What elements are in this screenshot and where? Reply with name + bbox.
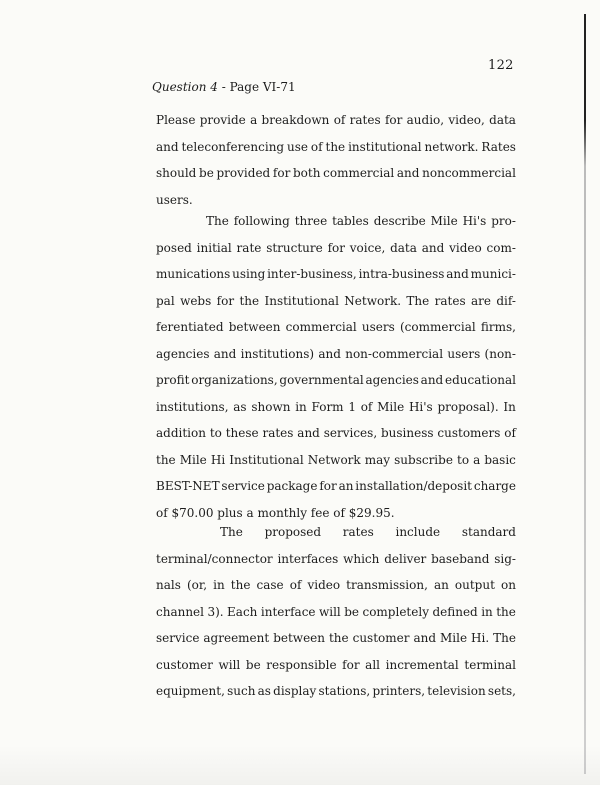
word: The [206, 214, 229, 228]
word: com- [486, 240, 516, 255]
word: 3). [207, 604, 224, 619]
text-line [156, 655, 516, 682]
scan-edge-line [584, 14, 586, 774]
word: basic [484, 452, 516, 467]
word: teleconferencing [181, 139, 285, 154]
word: users [361, 320, 395, 334]
word: in [295, 399, 307, 414]
word: pal [156, 293, 175, 308]
page-reference: - Page VI-71 [217, 80, 296, 94]
word: of [310, 139, 323, 154]
word: and [421, 240, 445, 255]
word: channel [156, 604, 204, 619]
word: be [344, 604, 360, 619]
word: The [406, 293, 430, 308]
word: munications [156, 267, 231, 281]
word: sig- [494, 551, 516, 566]
word: include [395, 525, 441, 539]
word: provided [216, 166, 271, 180]
word: customer [156, 657, 213, 672]
text-line [156, 602, 516, 629]
word: will [218, 657, 241, 672]
word: Please [156, 113, 196, 127]
word: for [342, 657, 360, 672]
word: for [327, 240, 345, 255]
word: service [221, 479, 265, 493]
word: Institutional [264, 293, 339, 308]
word: an [338, 479, 354, 493]
word: display [273, 684, 317, 698]
word: data [390, 240, 417, 255]
word: output [454, 578, 495, 592]
word: a [473, 452, 481, 467]
word: be [199, 166, 214, 180]
word: an [433, 578, 449, 592]
word: Hi. [471, 631, 490, 645]
text-line [156, 575, 516, 602]
word: profit [156, 373, 190, 387]
word: video, [448, 113, 485, 127]
word: service [156, 631, 200, 645]
text-line [156, 110, 516, 137]
word: be [245, 657, 261, 672]
word: of [360, 399, 373, 414]
word: agencies [365, 373, 419, 387]
word: which [343, 551, 380, 566]
word: equipment, [156, 684, 225, 698]
word: installation/deposit [355, 479, 472, 493]
text-line [156, 370, 516, 397]
word: television [427, 684, 486, 698]
word: audio, [406, 113, 445, 127]
word: agencies [156, 346, 210, 361]
text-line [156, 397, 516, 424]
word: the [325, 139, 346, 154]
paragraph-interfaces [156, 522, 516, 708]
word: and [396, 166, 420, 180]
word: video [449, 240, 482, 255]
word: proposed [264, 525, 322, 539]
word: for [319, 479, 337, 493]
word: In [503, 399, 516, 414]
word: using [232, 267, 266, 281]
word: nals [156, 578, 181, 592]
word: and [297, 426, 320, 440]
word: between [228, 320, 281, 334]
word: Rates [481, 139, 516, 154]
word: to [209, 426, 222, 440]
word: services, [323, 426, 378, 440]
word: charge [473, 479, 516, 493]
word: the [496, 604, 516, 619]
question-label: Question 4 [152, 80, 218, 94]
word: Each [227, 604, 258, 619]
word: structure [266, 240, 323, 255]
word: rates [262, 426, 294, 440]
word: rates [434, 293, 466, 308]
word: non-commercial [345, 346, 444, 361]
word: the [328, 631, 349, 645]
word: agreement [203, 631, 270, 645]
text-line [156, 450, 516, 477]
word: the [156, 452, 176, 467]
word: (non- [484, 346, 516, 361]
word: will [318, 604, 341, 619]
word: customer [352, 631, 410, 645]
word: in [481, 604, 493, 619]
word: and [156, 139, 179, 154]
word: all [365, 657, 381, 672]
word: in [213, 578, 225, 592]
word: institutions, [156, 399, 229, 414]
word: the [239, 293, 260, 308]
word: business [380, 426, 434, 440]
word: institutional [348, 139, 422, 154]
word: Mile [439, 631, 468, 645]
word: subscribe [394, 452, 453, 467]
word: Mile [179, 452, 207, 467]
text-line [156, 137, 516, 164]
word: sets, [487, 684, 516, 698]
word: transmission, [346, 578, 428, 592]
word: data [489, 113, 516, 127]
word: as [257, 684, 271, 698]
scan-bottom-shadow [0, 745, 600, 785]
word: 1 [348, 399, 356, 414]
word: incremental [385, 657, 459, 672]
word: institutions) [240, 346, 315, 361]
word: Network [307, 452, 361, 467]
word: should [156, 166, 197, 180]
word: responsible [266, 657, 337, 672]
paragraph-rate-structure [156, 211, 516, 529]
word: of [504, 426, 516, 440]
word: pro- [491, 214, 516, 228]
word: stations, [318, 684, 371, 698]
word: between [273, 631, 325, 645]
text-line [156, 238, 516, 265]
text-line [156, 423, 516, 450]
text-line [156, 317, 516, 344]
word: describe [373, 214, 426, 228]
word: following [233, 214, 290, 228]
text-line [156, 549, 516, 576]
text-line-indented [156, 522, 516, 549]
word: rates [342, 525, 374, 539]
word: defined [432, 604, 478, 619]
word: use [287, 139, 309, 154]
text-line [156, 344, 516, 371]
text-line: users. [156, 192, 193, 207]
word: Hi's [408, 399, 433, 414]
word: tables [332, 214, 369, 228]
word: Form [311, 399, 344, 414]
word: interface [260, 604, 316, 619]
word: and [213, 346, 237, 361]
word: such [227, 684, 256, 698]
word: as [233, 399, 247, 414]
word: for [384, 113, 403, 127]
word: rates [349, 113, 381, 127]
word: of [289, 578, 302, 592]
word: Hi [210, 452, 226, 467]
word: firms, [480, 320, 516, 334]
word: rate [236, 240, 262, 255]
word: a [250, 113, 258, 127]
word: Network. [344, 293, 402, 308]
word: terminal [464, 657, 516, 672]
word: three [294, 214, 328, 228]
word: these [225, 426, 259, 440]
word: and [446, 267, 469, 281]
page-number: 122 [488, 58, 514, 73]
word: proposal). [437, 399, 499, 414]
word: and [318, 346, 341, 361]
word: The [493, 631, 516, 645]
word: Institutional [229, 452, 304, 467]
word: The [220, 525, 243, 539]
word: dif- [496, 293, 516, 308]
word: commercial [323, 166, 395, 180]
word: commercial [285, 320, 357, 334]
text-line [156, 476, 516, 503]
word: initial [196, 240, 232, 255]
word: voice, [349, 240, 386, 255]
word: baseband [431, 551, 490, 566]
word: breakdown [261, 113, 330, 127]
word: package [266, 479, 318, 493]
word: for [272, 166, 291, 180]
word: intra-business [358, 267, 445, 281]
text-line [156, 163, 516, 190]
word: both [292, 166, 321, 180]
word: video [307, 578, 341, 592]
text-line [156, 681, 516, 708]
text-line [156, 264, 516, 291]
word: are [471, 293, 491, 308]
text-line-indented [156, 211, 516, 238]
section-label [152, 80, 296, 94]
word: deliver [384, 551, 427, 566]
word: Mile [430, 214, 458, 228]
word: of [333, 113, 346, 127]
word: (or, [186, 578, 208, 592]
word: Mile [377, 399, 405, 414]
word: users [447, 346, 481, 361]
word: webs [180, 293, 212, 308]
text-line [156, 628, 516, 655]
word: and [420, 373, 444, 387]
paragraph-question [156, 110, 516, 216]
word: BEST-NET [156, 479, 220, 493]
word: provide [199, 113, 246, 127]
word: organizations, [191, 373, 278, 387]
word: for [216, 293, 235, 308]
text-line: of $70.00 plus a monthly fee of $29.95. [156, 505, 395, 520]
word: noncommercial [422, 166, 516, 180]
word: network. [424, 139, 479, 154]
word: terminal/connector [156, 551, 273, 566]
word: addition [156, 426, 206, 440]
word: interfaces [277, 551, 339, 566]
word: may [364, 452, 391, 467]
word: the [230, 578, 251, 592]
word: and [413, 631, 437, 645]
word: ferentiated [156, 320, 224, 334]
word: inter-business, [267, 267, 357, 281]
word: Hi's [462, 214, 487, 228]
word: standard [461, 525, 516, 539]
word: on [500, 578, 516, 592]
word: case [256, 578, 284, 592]
word: shown [251, 399, 291, 414]
word: posed [156, 240, 192, 255]
word: printers, [372, 684, 426, 698]
word: to [457, 452, 470, 467]
word: completely [362, 604, 429, 619]
word: (commercial [399, 320, 476, 334]
word: munici- [470, 267, 516, 281]
word: educational [445, 373, 516, 387]
word: customers [437, 426, 501, 440]
word: governmental [279, 373, 364, 387]
text-line [156, 291, 516, 318]
